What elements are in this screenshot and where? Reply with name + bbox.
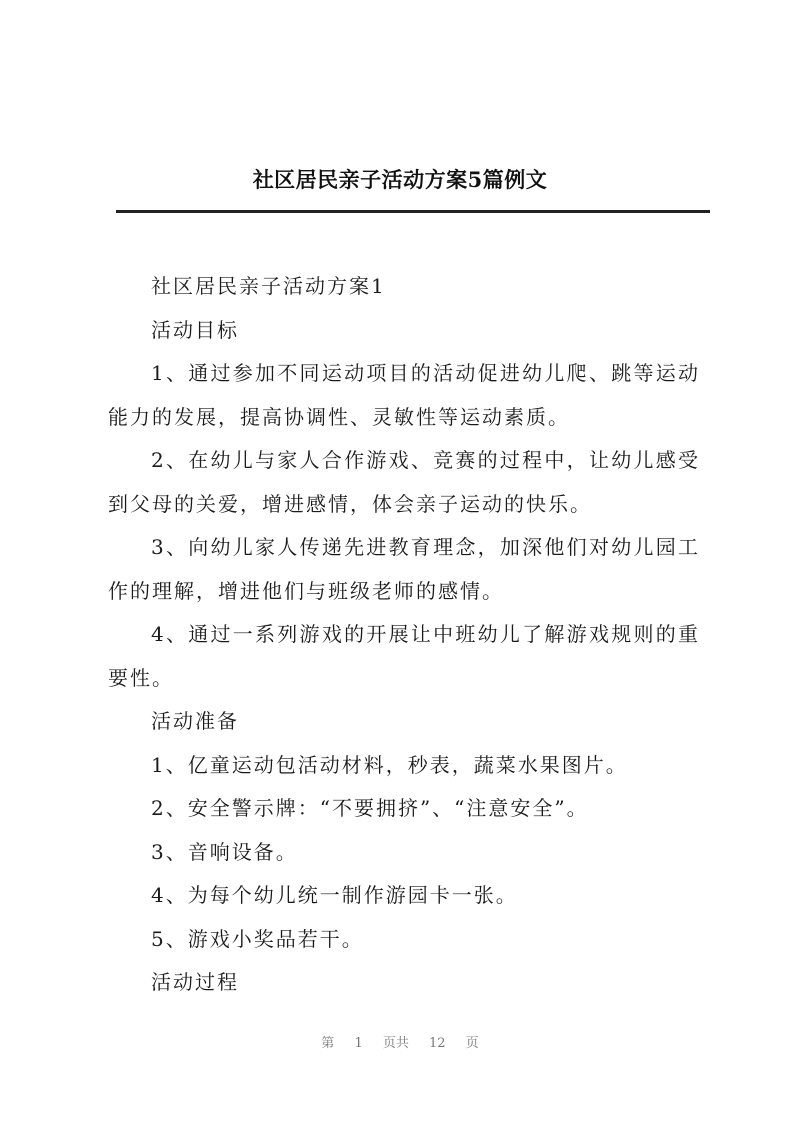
goal-item: 1、通过参加不同运动项目的活动促进幼儿爬、跳等运动能力的发展，提高协调性、灵敏性等运动素质。 xyxy=(108,361,700,429)
preparation-item: 3、音响设备。 xyxy=(151,839,298,864)
document-title: 社区居民亲子活动方案5篇例文 xyxy=(252,167,548,192)
footer-current-page: 1 xyxy=(354,1036,363,1051)
footer-mid: 页共 xyxy=(382,1036,409,1051)
page-footer xyxy=(0,1032,800,1051)
preparation-item: 4、为每个幼儿统一制作游园卡一张。 xyxy=(151,883,518,907)
preparation-item: 2、安全警示牌：“不要拥挤”、“注意安全”。 xyxy=(151,796,589,820)
goal-item: 3、向幼儿家人传递先进教育理念，加深他们对幼儿园工作的理解，增进他们与班级老师的感情。 xyxy=(108,535,700,603)
subheading-process: 活动过程 xyxy=(151,970,239,994)
footer-suffix: 页 xyxy=(465,1036,479,1051)
goal-item: 2、在幼儿与家人合作游戏、竞赛的过程中，让幼儿感受到父母的关爱，增进感情，体会亲子运动的快乐。 xyxy=(108,448,700,516)
title-divider xyxy=(116,210,710,213)
subheading-goals: 活动目标 xyxy=(151,317,239,342)
goal-item: 4、通过一系列游戏的开展让中班幼儿了解游戏规则的重要性。 xyxy=(108,622,700,690)
preparation-item: 1、亿童运动包活动材料，秒表，蔬菜水果图片。 xyxy=(151,752,628,777)
preparation-item: 5、游戏小奖品若干。 xyxy=(151,926,364,951)
footer-total-pages: 12 xyxy=(429,1036,446,1051)
document-body xyxy=(108,265,700,1005)
footer-prefix: 第 xyxy=(321,1036,335,1051)
section-heading: 社区居民亲子活动方案1 xyxy=(151,274,386,298)
subheading-preparation: 活动准备 xyxy=(151,709,239,733)
